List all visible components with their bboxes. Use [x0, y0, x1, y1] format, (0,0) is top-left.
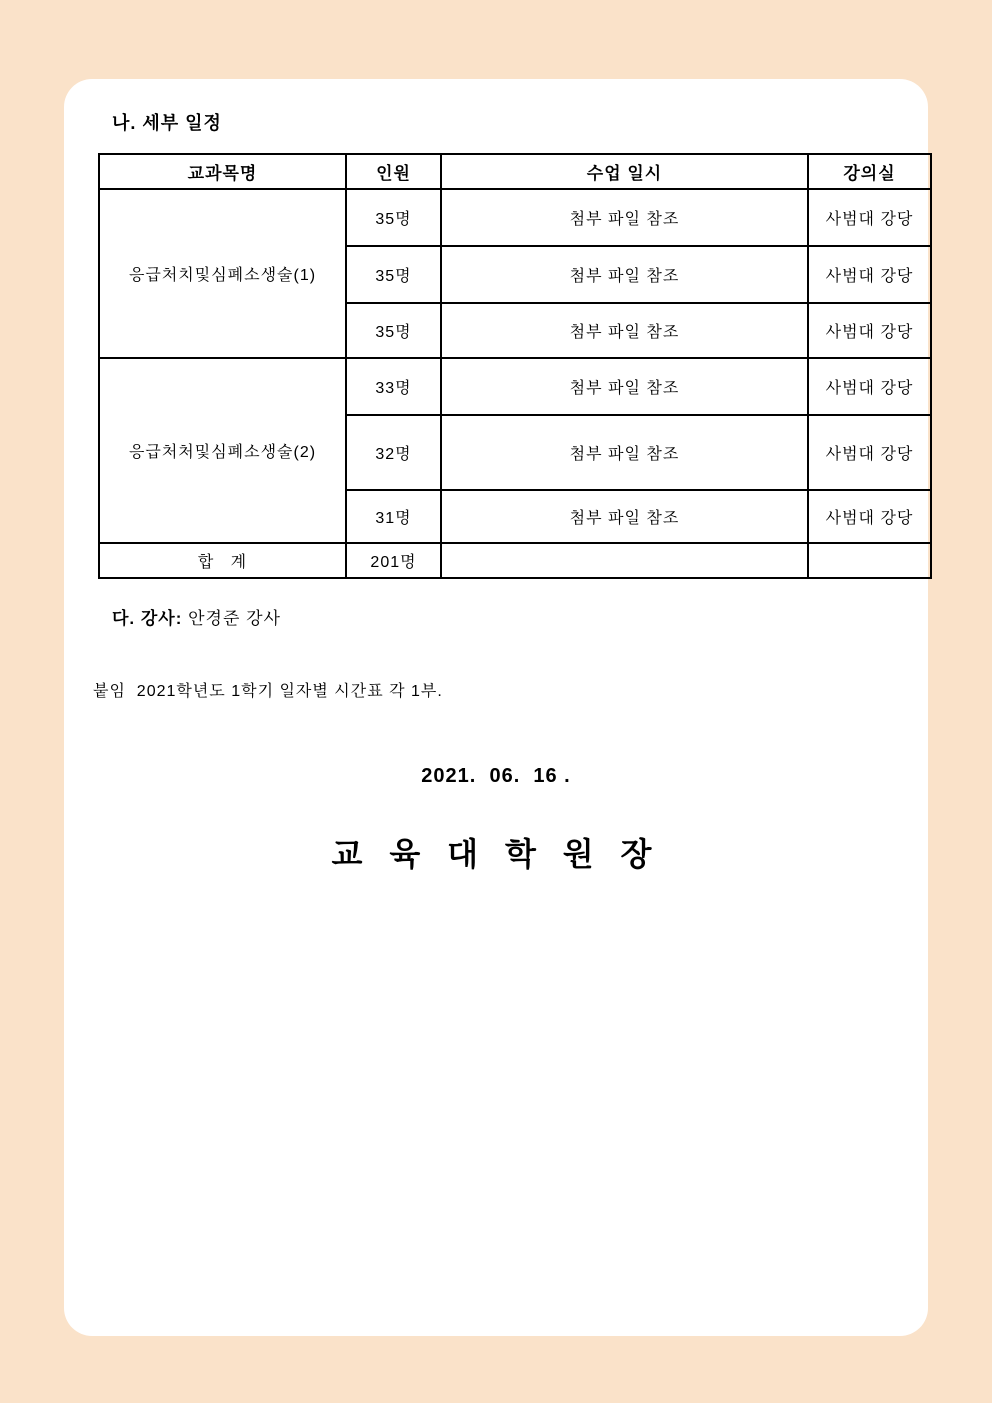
schedule-cell: 첨부 파일 참조: [441, 415, 808, 490]
schedule-cell: 첨부 파일 참조: [441, 189, 808, 246]
count-cell: 35명: [346, 189, 441, 246]
count-cell: 35명: [346, 246, 441, 303]
total-label-cell: 합 계: [99, 543, 346, 578]
count-cell: 35명: [346, 303, 441, 358]
section-c-label: 다. 강사:: [112, 609, 183, 628]
schedule-cell: 첨부 파일 참조: [441, 358, 808, 415]
attachment-line: 붙임 2021학년도 1학기 일자별 시간표 각 1부.: [93, 683, 443, 700]
total-count-cell: 201명: [346, 543, 441, 578]
document-page: [64, 79, 928, 1336]
col-header-subject: 교과목명: [99, 154, 346, 189]
table-total-row: [99, 543, 931, 578]
room-cell: 사범대 강당: [808, 303, 931, 358]
col-header-count: 인원: [346, 154, 441, 189]
document-date: 2021. 06. 16 .: [421, 765, 571, 787]
count-cell: 32명: [346, 415, 441, 490]
col-header-room: 강의실: [808, 154, 931, 189]
schedule-table: [98, 153, 932, 579]
col-header-schedule: 수업 일시: [441, 154, 808, 189]
total-schedule-cell: [441, 543, 808, 578]
table-row: [99, 189, 931, 246]
section-b-title: 나. 세부 일정: [112, 113, 222, 133]
schedule-cell: 첨부 파일 참조: [441, 246, 808, 303]
section-c-value: 안경준 강사: [182, 609, 281, 628]
signature-title: 교 육 대 학 원 장: [331, 836, 661, 872]
room-cell: 사범대 강당: [808, 189, 931, 246]
room-cell: 사범대 강당: [808, 415, 931, 490]
section-c-line: [112, 604, 281, 629]
subject-cell: 응급처치및심폐소생술(1): [99, 189, 346, 358]
subject-cell: 응급처처및심폐소생술(2): [99, 358, 346, 543]
schedule-cell: 첨부 파일 참조: [441, 490, 808, 543]
room-cell: 사범대 강당: [808, 246, 931, 303]
table-row: [99, 358, 931, 415]
room-cell: 사범대 강당: [808, 490, 931, 543]
table-header-row: [99, 154, 931, 189]
count-cell: 31명: [346, 490, 441, 543]
schedule-cell: 첨부 파일 참조: [441, 303, 808, 358]
room-cell: 사범대 강당: [808, 358, 931, 415]
count-cell: 33명: [346, 358, 441, 415]
total-room-cell: [808, 543, 931, 578]
